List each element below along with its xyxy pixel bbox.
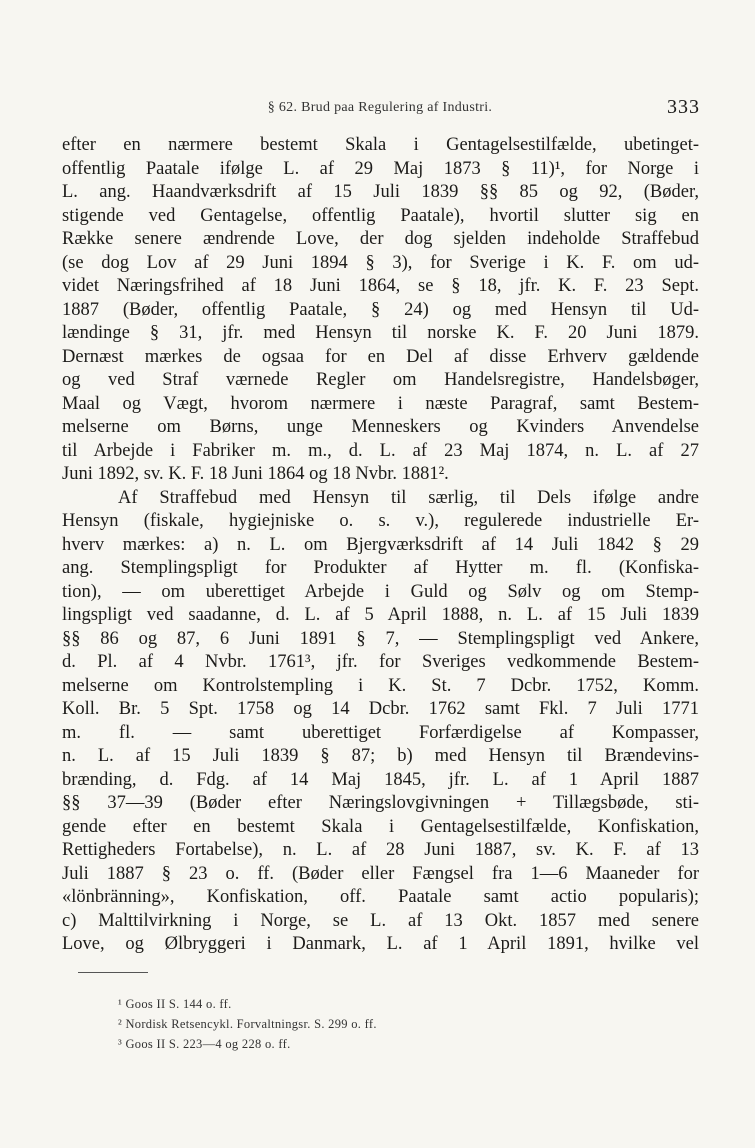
text-line: gende efter en bestemt Skala i Gentagelsestilfælde, Konfiskation,: [62, 816, 699, 837]
text-line: Maal og Vægt, hvorom nærmere i næste Paragraf, samt Bestem-: [62, 393, 699, 414]
text-line: til Arbejde i Fabriker m. m., d. L. af 23 Maj 1874, n. L. af 27: [62, 440, 699, 461]
text-line: efter en nærmere bestemt Skala i Gentagelsestilfælde, ubetinget-: [62, 135, 699, 155]
footnote: ² Nordisk Retsencykl. Forvaltningsr. S. 299 o. ff.: [118, 1017, 377, 1031]
footnote: ³ Goos II S. 223—4 og 228 o. ff.: [118, 1037, 291, 1051]
text-line: Af Straffebud med Hensyn til særlig, til Dels ifølge andre: [118, 487, 699, 508]
text-line: Dernæst mærkes de ogsaa for en Del af disse Erhverv gældende: [62, 346, 699, 367]
page-number: 333: [667, 96, 700, 118]
running-head: § 62. Brud paa Regulering af Industri.: [267, 100, 493, 115]
text-line: hverv mærkes: a) n. L. om Bjergværksdrift af 14 Juli 1842 § 29: [62, 534, 699, 555]
text-line: c) Malttilvirkning i Norge, se L. af 13 Okt. 1857 med senere: [62, 910, 699, 931]
text-line: «lönbränning», Konfiskation, off. Paatale samt actio popularis);: [62, 887, 699, 907]
text-line: d. Pl. af 4 Nvbr. 1761³, jfr. for Sveriges vedkommende Bestem-: [62, 652, 699, 672]
text-line: ang. Stemplingspligt for Produkter af Hytter m. fl. (Konfiska-: [62, 558, 699, 578]
text-line: n. L. af 15 Juli 1839 § 87; b) med Hensyn til Brændevins-: [62, 746, 699, 766]
text-line: m. fl. — samt uberettiget Forfærdigelse af Kompasser,: [62, 722, 699, 743]
text-line: Love, og Ølbryggeri i Danmark, L. af 1 April 1891, hvilke vel: [62, 934, 699, 954]
text-line: 1887 (Bøder, offentlig Paatale, § 24) og med Hensyn til Ud-: [62, 299, 699, 320]
text-line: Række senere ændrende Love, der dog sjelden indeholde Straffebud: [62, 229, 699, 249]
text-line: (se dog Lov af 29 Juni 1894 § 3), for Sverige i K. F. om ud-: [62, 252, 699, 273]
text-line: Juni 1892, sv. K. F. 18 Juni 1864 og 18 Nvbr. 1881².: [62, 464, 449, 484]
text-line: Juli 1887 § 23 o. ff. (Bøder eller Fængsel fra 1—6 Maaneder for: [62, 863, 699, 884]
text-line: stigende ved Gentagelse, offentlig Paatale), hvortil slutter sig en: [62, 205, 699, 226]
text-line: lændinge § 31, jfr. med Hensyn til norske K. F. 20 Juni 1879.: [62, 323, 699, 343]
text-line: melserne om Kontrolstempling i K. St. 7 Dcbr. 1752, Komm.: [62, 675, 699, 696]
text-line: videt Næringsfrihed af 18 Juni 1864, se § 18, jfr. K. F. 23 Sept.: [62, 276, 699, 296]
footnote-separator: [78, 972, 148, 973]
text-line: melserne om Børns, unge Menneskers og Kvinders Anvendelse: [62, 417, 699, 437]
text-line: Rettigheders Fortabelse), n. L. af 28 Juni 1887, sv. K. F. af 13: [62, 840, 699, 860]
text-line: brænding, d. Fdg. af 14 Maj 1845, jfr. L. af 1 April 1887: [62, 769, 699, 790]
text-line: Koll. Br. 5 Spt. 1758 og 14 Dcbr. 1762 samt Fkl. 7 Juli 1771: [62, 699, 699, 719]
text-line: offentlig Paatale ifølge L. af 29 Maj 1873 § 11)¹, for Norge i: [62, 158, 699, 179]
body-text: [62, 134, 699, 957]
page-header: [60, 96, 700, 124]
text-line: L. ang. Haandværksdrift af 15 Juli 1839 §§ 85 og 92, (Bøder,: [62, 182, 699, 202]
text-line: §§ 37—39 (Bøder efter Næringslovgivningen + Tillægsbøde, sti-: [62, 793, 699, 813]
text-line: og ved Straf værnede Regler om Handelsregistre, Handelsbøger,: [62, 370, 699, 390]
text-line: Hensyn (fiskale, hygiejniske o. s. v.), regulerede industrielle Er-: [62, 511, 699, 531]
footnotes: [118, 994, 618, 1054]
text-line: lingspligt ved saadanne, d. L. af 5 April 1888, n. L. af 15 Juli 1839: [62, 605, 699, 625]
footnote: ¹ Goos II S. 144 o. ff.: [118, 997, 232, 1011]
text-line: tion), — om uberettiget Arbejde i Guld og Sølv og om Stemp-: [62, 581, 699, 602]
text-line: §§ 86 og 87, 6 Juni 1891 § 7, — Stemplingspligt ved Ankere,: [62, 628, 699, 649]
